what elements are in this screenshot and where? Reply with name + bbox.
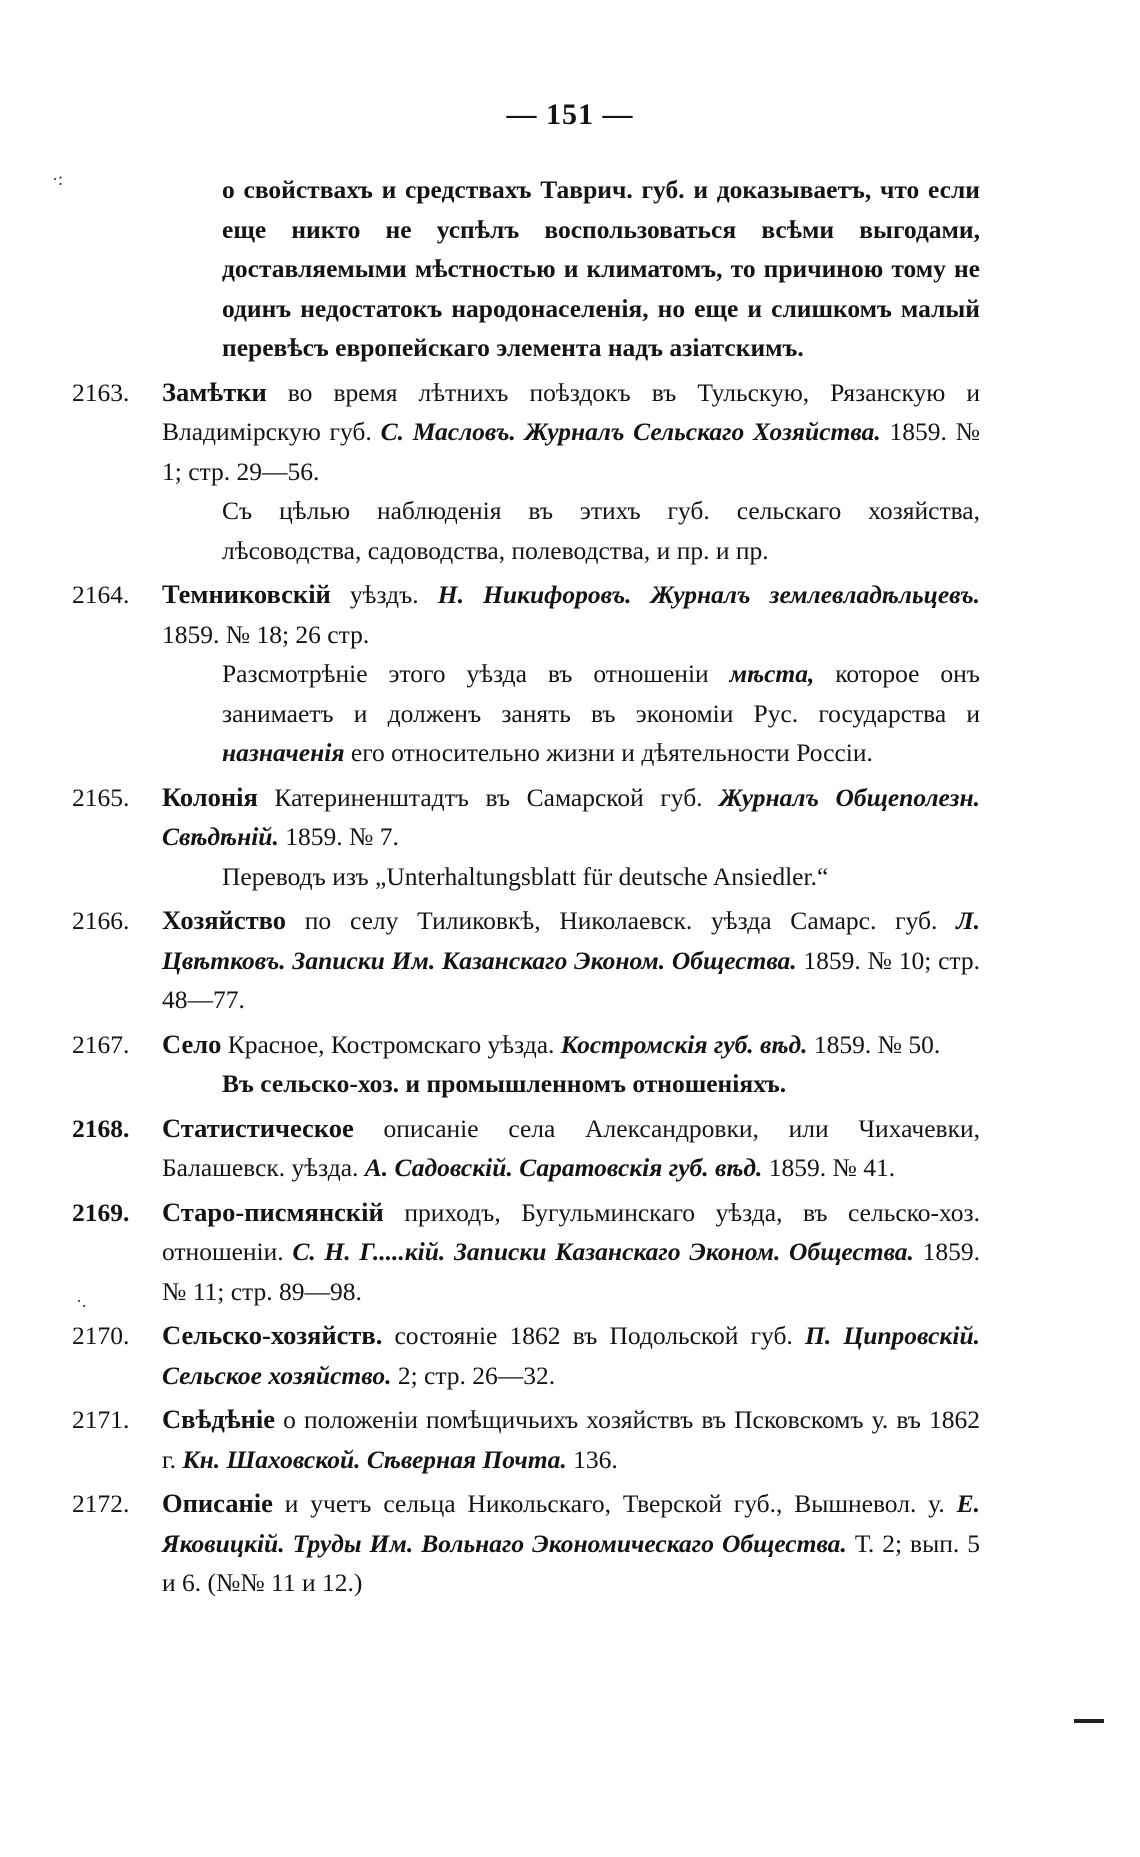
entry-2170	[72, 1316, 980, 1395]
entry-number: 2171.	[72, 1405, 130, 1434]
entry-journal: Журналъ Сельскаго Хозяйства.	[515, 417, 881, 446]
entry-journal: Сельское хозяйство.	[162, 1360, 392, 1390]
entry-2172	[72, 1484, 980, 1603]
entry-title: Катериненштадтъ въ Самарской губ.	[257, 782, 720, 812]
continued-entry-text	[72, 170, 980, 368]
entry-details: 2; стр. 26—32.	[391, 1360, 556, 1390]
entry-title: о положеніи помѣщичьихъ хозяйствъ въ Псковскомъ у. въ 1862 г.	[162, 1405, 980, 1474]
entry-2167	[72, 1025, 980, 1104]
entry-2168	[72, 1109, 980, 1188]
entry-details: 1859. № 7.	[278, 822, 399, 851]
entry-keyword: Описаніе	[162, 1488, 273, 1518]
entry-journal: Сѣверная Почта.	[360, 1444, 567, 1474]
entry-author: С. Н. Г.....кій.	[292, 1237, 446, 1266]
entry-author: А. Садовскій.	[364, 1153, 513, 1182]
entry-author: Н. Никифоровъ.	[437, 580, 632, 609]
entry-author: Кн. Шаховской.	[182, 1444, 361, 1474]
entry-number: 2168.	[72, 1113, 130, 1143]
entry-title: описаніе села Александровки, или Чихачевки, Балашевск. уѣзда.	[162, 1113, 980, 1182]
entry-title: уѣздъ.	[330, 580, 438, 609]
bibliography-list	[72, 170, 980, 1603]
entry-title: и учетъ сельца Никольскаго, Тверской губ., Вышневол. у.	[272, 1489, 957, 1518]
entry-2165	[72, 778, 980, 897]
entry-citation	[162, 1193, 980, 1312]
continued-text: о свойствахъ и средствахъ Таврич. губ. и доказываетъ, что если еще никто не успѣлъ воспользоваться всѣми выгодами, доставляемыми мѣстностью и климатомъ, то причиною тому не одинъ недостатокъ народонаселенія, но еще и слишкомъ малый перевѣсъ европейскаго элемента надъ азіатскимъ.	[222, 175, 980, 362]
entry-note: Съ цѣлью наблюденія въ этихъ губ. сельскаго хозяйства, лѣсоводства, садоводства, полеводства, и пр. и пр.	[222, 496, 980, 565]
entry-citation	[162, 1484, 980, 1603]
note-text: Разсмотрѣніе этого уѣзда въ отношеніи	[222, 659, 730, 688]
entry-keyword: Статистическое	[162, 1112, 354, 1143]
entry-author: П. Ципровскій.	[804, 1321, 980, 1350]
entry-author: С. Масловъ.	[380, 417, 516, 446]
entry-2171	[72, 1400, 980, 1479]
entry-details: 1859. № 41.	[762, 1153, 896, 1182]
entry-details: 1859. № 10; стр. 48—77.	[162, 945, 980, 1014]
entry-journal: Костромскія губ. вѣд.	[560, 1029, 808, 1059]
entry-2166	[72, 901, 980, 1020]
entry-note	[162, 654, 980, 773]
entry-author: Л. Цвѣтковъ.	[162, 906, 980, 975]
entry-citation	[162, 1316, 980, 1395]
scan-mark	[1074, 1719, 1104, 1723]
entry-details: 1859. № 1; стр. 29—56.	[162, 417, 980, 486]
entry-details: 1859. № 50.	[807, 1029, 941, 1059]
entry-number: 2167.	[72, 1029, 130, 1059]
note-emphasis: назначенія	[222, 738, 345, 767]
entry-keyword: Старо-писмянскій	[162, 1196, 384, 1227]
entry-journal: Саратовскія губ. вѣд.	[512, 1153, 763, 1182]
entry-number: 2165.	[72, 782, 130, 812]
entry-keyword: Колонія	[162, 781, 258, 812]
entry-title: состояніе 1862 въ Подольской губ.	[382, 1321, 805, 1350]
entry-number: 2170.	[72, 1321, 130, 1350]
page-number: — 151 —	[506, 98, 634, 131]
entry-keyword: Свѣдѣніе	[162, 1404, 276, 1434]
entry-note: Переводъ изъ „Unterhaltungsblatt für deutsche Ansiedler.“	[222, 861, 829, 891]
entry-keyword: Замѣтки	[162, 376, 267, 407]
entry-details: 136.	[566, 1444, 618, 1474]
entry-citation	[162, 1025, 980, 1065]
entry-details: 1859. № 11; стр. 89—98.	[162, 1237, 980, 1306]
entry-citation	[162, 901, 980, 1020]
entry-number: 2164.	[72, 580, 130, 609]
entry-keyword: Хозяйство	[162, 905, 286, 935]
scan-speck: ·.	[76, 1291, 87, 1311]
entry-citation	[162, 1109, 980, 1188]
entry-details: 1859. № 18; 26 стр.	[162, 619, 370, 649]
entry-author: Е. Яковицкій.	[162, 1489, 980, 1558]
entry-journal: Записки Казанскаго Эконом. Общества.	[445, 1237, 914, 1266]
entry-journal: Труды Им. Вольнаго Экономическаго Общества.	[284, 1528, 847, 1558]
entry-title: Красное, Костромскаго уѣзда.	[221, 1029, 561, 1059]
entry-2164	[72, 575, 980, 773]
entry-title: по селу Тиликовкѣ, Николаевск. уѣзда Самарс. губ.	[286, 906, 957, 935]
entry-citation	[162, 778, 980, 857]
entry-note: Въ сельско-хоз. и промышленномъ отношеніяхъ.	[222, 1069, 787, 1098]
entry-journal: Журналъ Общеполезн. Свѣдѣній.	[162, 782, 980, 851]
entry-journal: Записки Им. Казанскаго Эконом. Общества.	[285, 945, 797, 975]
entry-citation	[162, 575, 980, 654]
entry-journal: Журналъ землевладѣльцевъ.	[631, 580, 981, 609]
entry-keyword: Село	[162, 1028, 222, 1059]
entry-title: приходъ, Бугульминскаго уѣзда, въ сельско-хоз. отношеніи.	[162, 1197, 980, 1266]
entry-number: 2169.	[72, 1197, 130, 1227]
entry-keyword: Сельско-хозяйств.	[162, 1320, 383, 1350]
note-text: его относительно жизни и дѣятельности Россіи.	[344, 738, 873, 767]
note-emphasis: мѣста,	[729, 659, 815, 688]
note-text: которое онъ занимаетъ и долженъ занять въ экономіи Рус. государства и	[222, 659, 980, 728]
entry-details: Т. 2; вып. 5 и 6. (№№ 11 и 12.)	[162, 1528, 980, 1597]
entry-keyword: Темниковскій	[162, 579, 331, 609]
entry-2169	[72, 1193, 980, 1312]
entry-title: во время лѣтнихъ поѣздокъ въ Тульскую, Рязанскую и Владимірскую губ.	[162, 377, 980, 446]
entry-number: 2163.	[72, 377, 130, 407]
entry-2163	[72, 373, 980, 571]
scan-speck: ·:	[52, 169, 63, 189]
entry-number: 2166.	[72, 906, 130, 935]
entry-citation	[162, 373, 980, 492]
entry-number: 2172.	[72, 1489, 130, 1518]
entry-citation	[162, 1400, 980, 1479]
